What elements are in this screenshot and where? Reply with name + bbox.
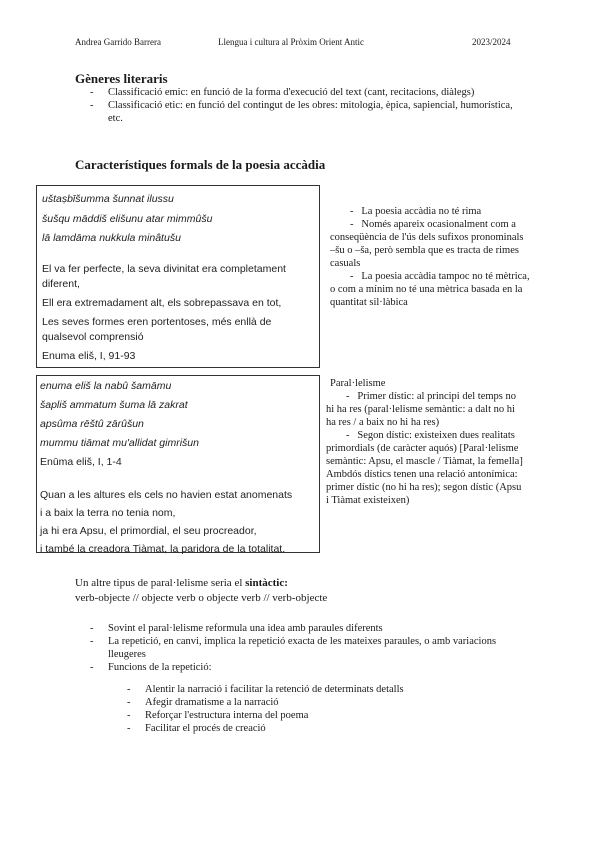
list-item: - Reforçar l'estructura interna del poema: [125, 709, 525, 722]
header-author: Andrea Garrido Barrera: [75, 37, 161, 47]
note-item: - Només apareix ocasionalment com a conseqüència de l'ús dels sufixos pronominals –šu o –ša, però sembla que es tracta de rimes casuals: [330, 219, 524, 269]
genres-title: Gèneres literaris: [75, 71, 168, 86]
features-title: Característiques formals de la poesia accàdia: [75, 157, 326, 172]
list-item: - Afegir dramatisme a la narració: [125, 696, 525, 709]
note-item: - Primer dístic: al principi del temps no hi ha res (paral·lelisme semàntic: a dalt no hi ha res / a baix no hi ha res): [326, 391, 517, 428]
genres-list: [88, 86, 528, 125]
akkadian-line: šapliš ammatum šuma lā zakrat: [40, 399, 188, 411]
translation-line: Quan a les altures els cels no havien estat anomenats: [40, 489, 293, 501]
list-item: - La repetició, en canvi, implica la repetició exacta de les mateixes paraules, o amb variacions lleugeres: [88, 635, 518, 661]
syntactic-paragraph: Un altre tipus de paral·lelisme seria el sintàctic: verb-objecte // objecte verb o objecte verb // verb-objecte: [75, 576, 535, 606]
translation-line: Les seves formes eren portentoses, més enllà de qualsevol comprensió: [42, 315, 272, 343]
header-year: 2023/2024: [472, 37, 511, 47]
akkadian-line: šušqu māddiš elišunu atar mimmûšu: [42, 212, 213, 225]
parallelism-notes: [326, 377, 526, 507]
translation-line: ja hi era Apsu, el primordial, el seu procreador,: [40, 525, 257, 537]
poem-box-2: [36, 375, 320, 553]
list-item: - Alentir la narració i facilitar la retenció de determinats detalls: [125, 683, 525, 696]
parallelism-title: Paral·lelisme: [330, 378, 386, 389]
poem-reference: Enuma eliš, I, 91-93: [42, 349, 136, 362]
repetition-functions-list: [125, 683, 525, 735]
syntactic-pattern: verb-objecte // objecte verb o objecte verb // verb-objecte: [75, 592, 328, 604]
rhyme-notes: [330, 205, 530, 309]
note-item: - La poesia accàdia tampoc no té mètrica, o com a mínim no té una mètrica basada en la quantitat sil·làbica: [330, 271, 530, 308]
poem-reference: Enūma eliš, I, 1-4: [40, 456, 122, 468]
note-item: Ambdós dístics tenen una relació antonímica: primer dístic (no hi ha res); segon dístic (Apsu i Tiàmat existeixen): [326, 469, 522, 506]
list-item: - Funcions de la repetició:: [88, 661, 518, 674]
list-item: - Classificació etic: en funció del contingut de les obres: mitologia, èpica, sapiencial, humorística, etc.: [88, 99, 528, 125]
list-item: - Facilitar el procés de creació: [125, 722, 525, 735]
translation-line: i a baix la terra no tenia nom,: [40, 507, 176, 519]
akkadian-line: apsûma rēštû zārûšun: [40, 418, 144, 430]
akkadian-line: uštaṣbīšumma šunnat ilussu: [42, 193, 174, 205]
translation-line: i també la creadora Tiàmat, la paridora de la totalitat.: [40, 543, 286, 555]
list-item: - Sovint el paral·lelisme reformula una idea amb paraules diferents: [88, 622, 518, 635]
translation-line: El va fer perfecte, la seva divinitat era completament diferent,: [42, 262, 286, 290]
header-course: Llengua i cultura al Pròxim Orient Antic: [218, 37, 364, 47]
akkadian-line: mummu tiāmat mu'allidat gimrišun: [40, 437, 199, 449]
akkadian-line: lā lamdāma nukkula minâtušu: [42, 232, 181, 244]
list-item: - Classificació emic: en funció de la forma d'execució del text (cant, recitacions, diàlegs): [88, 86, 528, 99]
akkadian-line: enuma eliš la nabû šamāmu: [40, 380, 172, 392]
note-item: - Segon dístic: existeixen dues realitats primordials (de caràcter aquós) [Paral·lelisme semàntic: Apsu, el mascle / Tiàmat, la femella]: [326, 430, 523, 467]
poem-box-1: [36, 185, 320, 368]
translation-line: Ell era extremadament alt, els sobrepassava en tot,: [42, 296, 282, 309]
note-item: - La poesia accàdia no té rima: [350, 206, 482, 217]
syntactic-keyword: sintàctic:: [245, 577, 288, 589]
repetition-list: [88, 622, 518, 674]
